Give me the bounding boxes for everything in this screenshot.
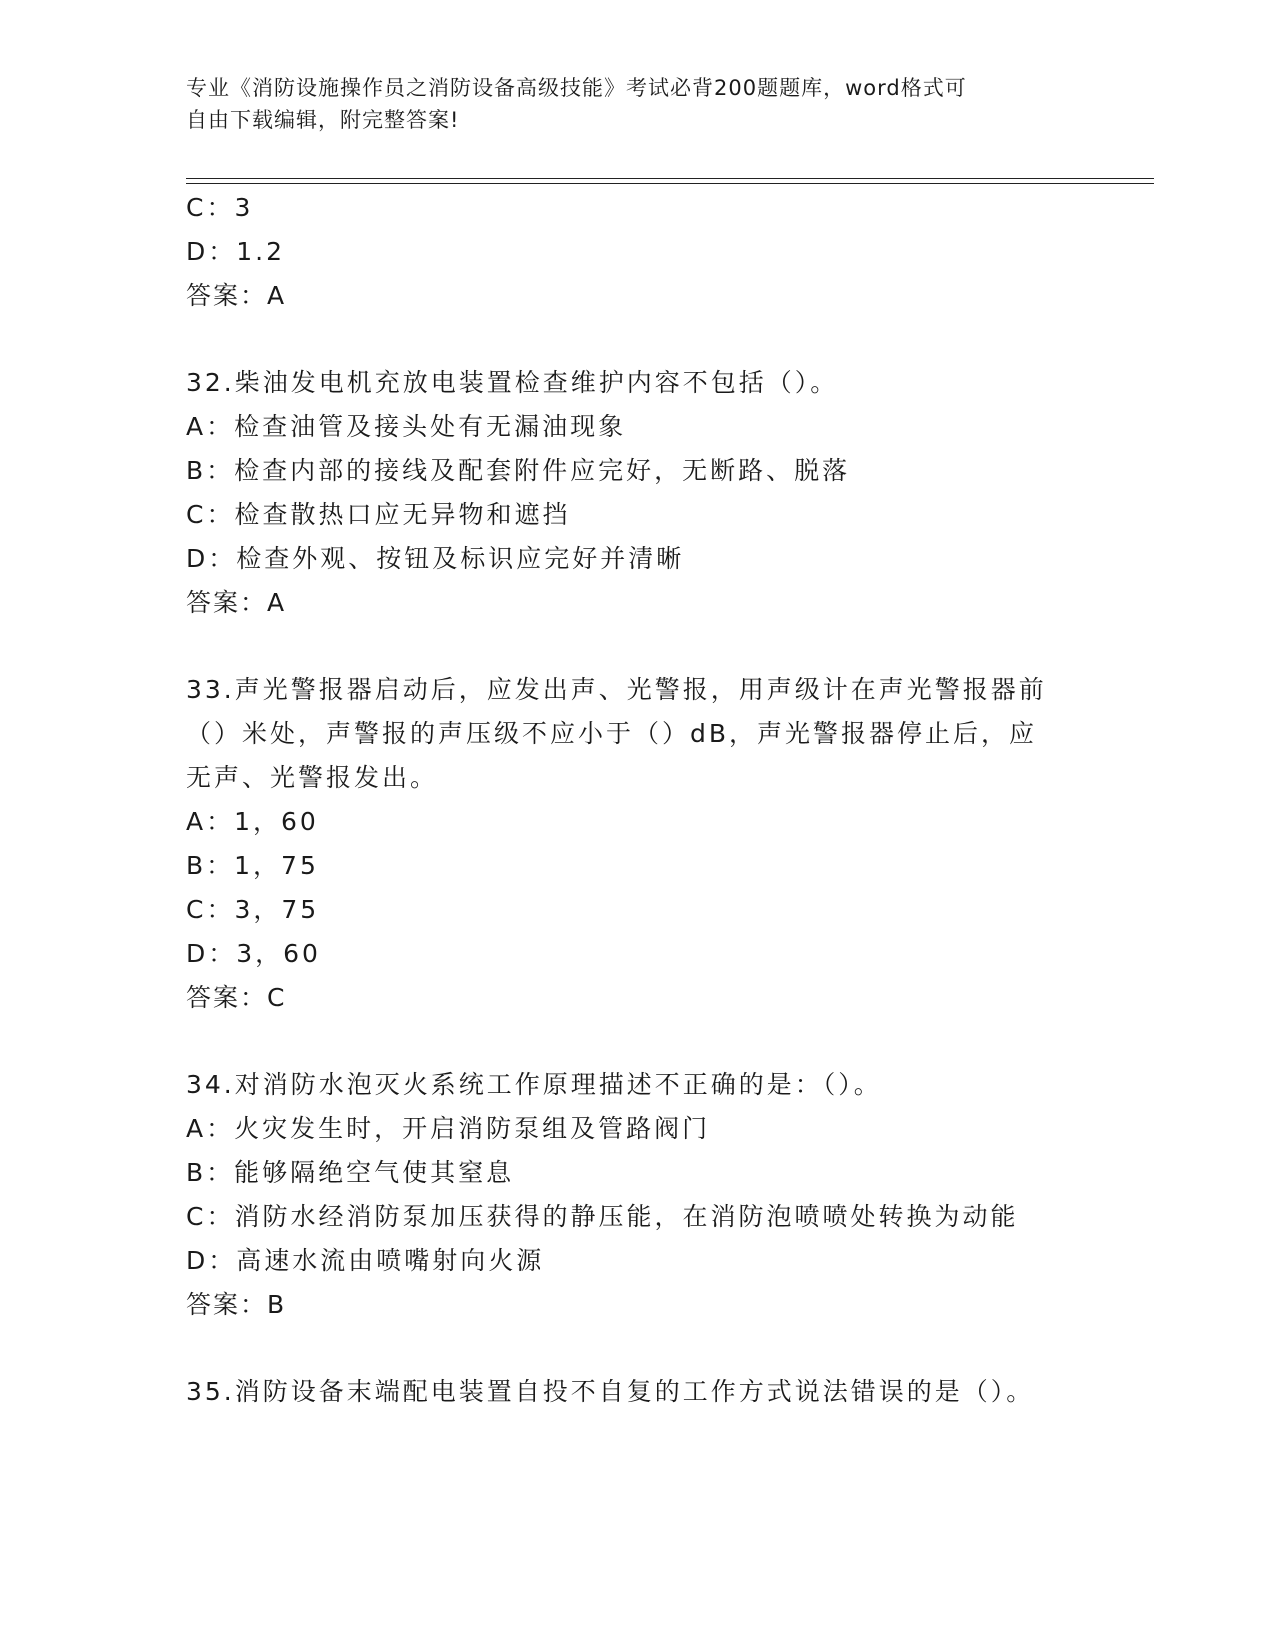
q33-option-b: B：1，75 [186, 851, 319, 880]
header-title-line-2: 自由下载编辑，附完整答案! [186, 108, 460, 132]
header-divider-bottom [186, 183, 1154, 184]
header-divider-top [186, 178, 1154, 179]
q33-question-line-2: （）米处，声警报的声压级不应小于（）dB，声光警报器停止后，应 [186, 719, 1038, 748]
q32-question: 32.柴油发电机充放电装置检查维护内容不包括（）。 [186, 368, 839, 397]
q34-option-d: D：高速水流由喷嘴射向火源 [186, 1246, 545, 1275]
q34-option-a: A：火灾发生时，开启消防泵组及管路阀门 [186, 1114, 711, 1143]
q34-question: 34.对消防水泡灭火系统工作原理描述不正确的是：（）。 [186, 1070, 882, 1099]
q33-option-a: A：1，60 [186, 807, 319, 836]
q32-option-c: C：检查散热口应无异物和遮挡 [186, 500, 571, 529]
q34-answer: 答案：B [186, 1290, 287, 1319]
q35-question: 35.消防设备末端配电装置自投不自复的工作方式说法错误的是（）。 [186, 1377, 1035, 1406]
prev-answer: 答案：A [186, 281, 287, 310]
q32-option-a: A：检查油管及接头处有无漏油现象 [186, 412, 627, 441]
q32-answer: 答案：A [186, 588, 287, 617]
q34-option-b: B：能够隔绝空气使其窒息 [186, 1158, 515, 1187]
q33-question-line-3: 无声、光警报发出。 [186, 763, 439, 792]
q33-answer: 答案：C [186, 983, 287, 1012]
q32-option-d: D：检查外观、按钮及标识应完好并清晰 [186, 544, 685, 573]
q33-question-line-1: 33.声光警报器启动后，应发出声、光警报，用声级计在声光警报器前 [186, 675, 1047, 704]
prev-option-d: D：1.2 [186, 237, 286, 266]
q33-option-d: D：3，60 [186, 939, 321, 968]
q34-option-c: C：消防水经消防泵加压获得的静压能，在消防泡喷喷处转换为动能 [186, 1202, 1019, 1231]
q32-option-b: B：检查内部的接线及配套附件应完好，无断路、脱落 [186, 456, 851, 485]
document-header [186, 72, 1086, 136]
prev-option-c: C：3 [186, 193, 254, 222]
q33-option-c: C：3，75 [186, 895, 320, 924]
header-title-line-1: 专业《消防设施操作员之消防设备高级技能》考试必背200题题库，word格式可 [186, 76, 967, 100]
